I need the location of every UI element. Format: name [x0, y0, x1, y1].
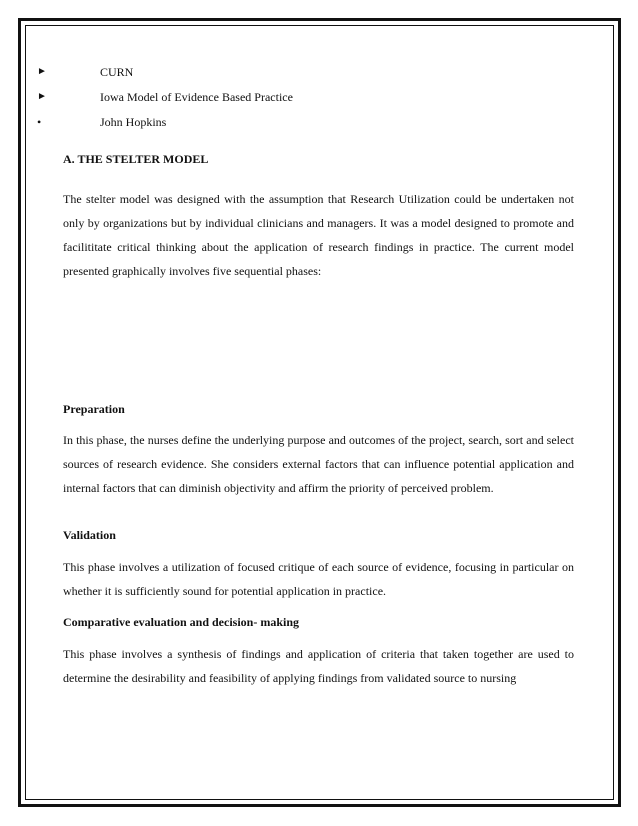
paragraph: The stelter model was designed with the assumption that Research Utilization could be undertaken not only by organizations but by individual clinicians and managers. It was a model designed to promote and facilititate critical thinking about the application of research findings in practice. The current model presented graphically involves five sequential phases:	[63, 192, 574, 278]
list-item-label: CURN	[100, 65, 134, 79]
section-preparation	[63, 402, 574, 416]
triangle-bullet-icon: ►	[37, 66, 47, 77]
section-comparative-evaluation-body	[63, 642, 574, 690]
section-heading: Preparation	[63, 402, 125, 416]
section-stelter-model-body	[63, 187, 574, 283]
section-validation-body	[63, 555, 574, 603]
section-validation	[63, 528, 574, 542]
triangle-bullet-icon: ►	[37, 91, 47, 102]
dot-bullet-icon: •	[37, 115, 42, 129]
list-item-label: Iowa Model of Evidence Based Practice	[100, 90, 293, 104]
section-preparation-body	[63, 428, 574, 500]
section-heading: A. THE STELTER MODEL	[63, 152, 209, 166]
section-heading: Comparative evaluation and decision- making	[63, 615, 300, 629]
paragraph: In this phase, the nurses define the underlying purpose and outcomes of the project, search, sort and select sources of research evidence. She considers external factors that can influence potential application and internal factors that can diminish objectivity and affirm the priority of perceived problem.	[63, 433, 574, 495]
paragraph: This phase involves a utilization of focused critique of each source of evidence, focusing in particular on whether it is sufficiently sound for potential application in practice.	[63, 560, 574, 598]
paragraph: This phase involves a synthesis of findings and application of criteria that taken together are used to determine the desirability and feasibility of applying findings from validated source to nursing	[63, 647, 574, 685]
section-stelter-model	[63, 152, 574, 166]
section-heading: Validation	[63, 528, 116, 542]
section-comparative-evaluation	[63, 615, 574, 629]
list-item-label: John Hopkins	[100, 115, 167, 129]
